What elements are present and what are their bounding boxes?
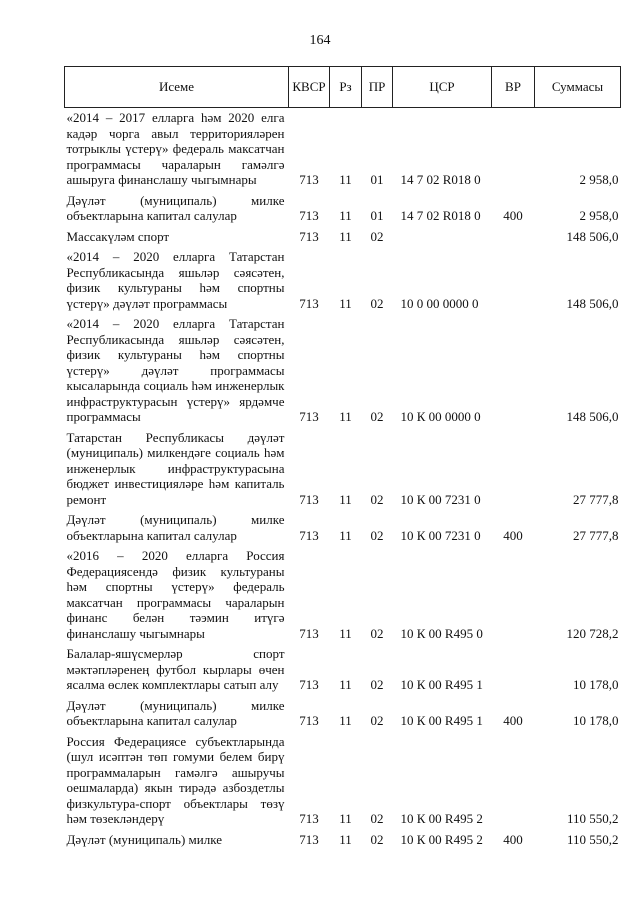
cell-sum: 2 958,0 <box>579 208 619 223</box>
cell-vr: 400 <box>503 831 523 847</box>
cell-csr: 10 К 00 R495 2 <box>400 811 483 826</box>
cell-rz: 11 <box>339 208 352 223</box>
cell-pr: 02 <box>370 491 384 507</box>
cell-vr <box>492 546 535 644</box>
cell-vr <box>492 428 535 511</box>
cell-pr: 02 <box>370 831 384 847</box>
table-row <box>65 428 621 511</box>
header-csr: ЦСР <box>393 67 492 108</box>
cell-pr: 02 <box>370 409 384 424</box>
cell-rz: 11 <box>339 831 352 847</box>
table-body <box>65 108 621 851</box>
cell-pr: 02 <box>370 677 384 692</box>
cell-kvsr: 713 <box>299 228 319 244</box>
table-row <box>65 644 621 696</box>
table-row <box>65 830 621 851</box>
cell-pr: 01 <box>370 208 384 223</box>
cell-sum: 10 178,0 <box>573 677 619 692</box>
table-header <box>65 67 621 108</box>
cell-pr: 02 <box>370 811 384 826</box>
cell-sum: 27 777,8 <box>573 527 619 543</box>
header-name: Исеме <box>65 67 289 108</box>
cell-vr <box>492 644 535 696</box>
table-row <box>65 696 621 732</box>
cell-name: «2014 – 2017 елларга һәм 2020 елга кадәр чорга авыл территорияләрен тотрыклы үстерү» федераль максатчан программасы чараларын гамәлгә ашыруга финанслашу чыгымнары <box>66 110 285 187</box>
cell-name: Дәүләт (муниципаль) милке объектларына капитал салулар <box>66 192 285 223</box>
cell-pr: 02 <box>370 228 384 244</box>
table-row <box>65 314 621 428</box>
cell-name: «2016 – 2020 елларга Россия Федерациясендә физик культураны һәм спортны үстерү» федераль максатчан программасы чараларын финанс белән тәэмин итүгә финанслашу чыгымнары <box>66 548 285 641</box>
cell-csr: 10 К 00 7231 0 <box>400 527 481 543</box>
cell-sum: 120 728,2 <box>566 625 619 641</box>
cell-csr: 10 0 00 0000 0 <box>400 295 479 311</box>
cell-kvsr: 713 <box>299 527 319 543</box>
cell-kvsr: 713 <box>299 208 319 223</box>
cell-pr: 02 <box>370 625 384 641</box>
table-row <box>65 732 621 830</box>
cell-csr: 10 К 00 R495 0 <box>400 625 483 641</box>
header-rz: Рз <box>330 67 362 108</box>
cell-rz: 11 <box>339 172 352 187</box>
cell-vr: 400 <box>503 208 523 223</box>
cell-rz: 11 <box>339 625 352 641</box>
cell-csr: 14 7 02 R018 0 <box>400 172 481 187</box>
cell-kvsr: 713 <box>299 677 319 692</box>
cell-vr <box>492 227 535 248</box>
page-number: 164 <box>309 33 331 48</box>
cell-sum: 27 777,8 <box>573 491 619 507</box>
cell-kvsr: 713 <box>299 295 319 311</box>
cell-csr: 10 К 00 R495 2 <box>400 831 483 847</box>
cell-name: Балалар-яшүсмерләр спорт мәктәпләренең футбол кырлары өчен ясалма өслек комплектлары сатып алу <box>66 646 285 692</box>
cell-name: Россия Федерациясе субъектларында (шул исәптән төп гомуми белем бирү программаларын гамәлгә ашыручы оешмаларда) якын тирәдә азбоздетлы физкультура-спорт объектлары төзү һәм төзекләндерү <box>66 733 285 826</box>
table-row <box>65 108 621 191</box>
cell-name: Дәүләт (муниципаль) милке объектларына капитал салулар <box>66 697 285 728</box>
cell-name: «2014 – 2020 елларга Татарстан Республикасында яшьләр сәясәтен, физик культураны һәм спортны үстерү» дәүләт программасы <box>66 249 285 311</box>
cell-pr: 02 <box>370 527 384 543</box>
cell-kvsr: 713 <box>299 625 319 641</box>
cell-sum: 110 550,2 <box>566 811 619 826</box>
cell-rz: 11 <box>339 295 352 311</box>
header-sum: Суммасы <box>535 67 621 108</box>
cell-vr <box>492 732 535 830</box>
cell-name: «2014 – 2020 елларга Татарстан Республикасында яшьләр сәясәтен, физик культураны һәм спортны үстерү» дәүләт программасы кысаларында социаль һәм инженерлык инфраструктурасын үстерү» ярдәмче программасы <box>66 316 285 424</box>
cell-vr <box>492 108 535 191</box>
cell-csr: 10 К 00 R495 1 <box>400 713 483 728</box>
cell-csr: 10 К 00 R495 1 <box>400 677 483 692</box>
cell-rz: 11 <box>339 811 352 826</box>
cell-csr: 14 7 02 R018 0 <box>400 208 481 223</box>
header-kvsr: КВСР <box>289 67 330 108</box>
cell-pr: 02 <box>370 295 384 311</box>
budget-table <box>64 66 621 850</box>
header-vr: ВР <box>492 67 535 108</box>
cell-sum: 10 178,0 <box>573 713 619 728</box>
cell-name: Татарстан Республикасы дәүләт (муниципаль) милкендәге социаль һәм инженерлык инфраструктурасына бюджет инвестицияләре һәм капиталь ремонт <box>66 429 285 507</box>
cell-csr: 10 К 00 7231 0 <box>400 491 481 507</box>
cell-kvsr: 713 <box>299 811 319 826</box>
cell-sum: 148 506,0 <box>566 228 619 244</box>
cell-rz: 11 <box>339 228 352 244</box>
cell-kvsr: 713 <box>299 409 319 424</box>
cell-kvsr: 713 <box>299 491 319 507</box>
table-row <box>65 510 621 546</box>
cell-sum: 148 506,0 <box>566 409 619 424</box>
cell-rz: 11 <box>339 677 352 692</box>
cell-vr <box>492 247 535 314</box>
cell-kvsr: 713 <box>299 713 319 728</box>
cell-sum: 110 550,2 <box>566 831 619 847</box>
cell-name: Массакүләм спорт <box>66 228 170 244</box>
cell-pr: 02 <box>370 713 384 728</box>
cell-vr: 400 <box>503 527 523 543</box>
cell-rz: 11 <box>339 409 352 424</box>
cell-rz: 11 <box>339 491 352 507</box>
cell-rz: 11 <box>339 527 352 543</box>
cell-csr <box>393 227 492 248</box>
cell-sum: 148 506,0 <box>566 295 619 311</box>
table-row <box>65 191 621 227</box>
table-row <box>65 546 621 644</box>
cell-kvsr: 713 <box>299 831 319 847</box>
cell-name: Дәүләт (муниципаль) милке объектларына капитал салулар <box>66 512 285 543</box>
cell-name: Дәүләт (муниципаль) милке <box>66 831 222 847</box>
cell-rz: 11 <box>339 713 352 728</box>
cell-vr <box>492 314 535 428</box>
cell-pr: 01 <box>370 172 384 187</box>
cell-sum: 2 958,0 <box>579 172 619 187</box>
table-row <box>65 247 621 314</box>
cell-csr: 10 К 00 0000 0 <box>400 409 481 424</box>
header-pr: ПР <box>362 67 393 108</box>
cell-vr: 400 <box>503 713 523 728</box>
table-row <box>65 227 621 248</box>
cell-kvsr: 713 <box>299 172 319 187</box>
